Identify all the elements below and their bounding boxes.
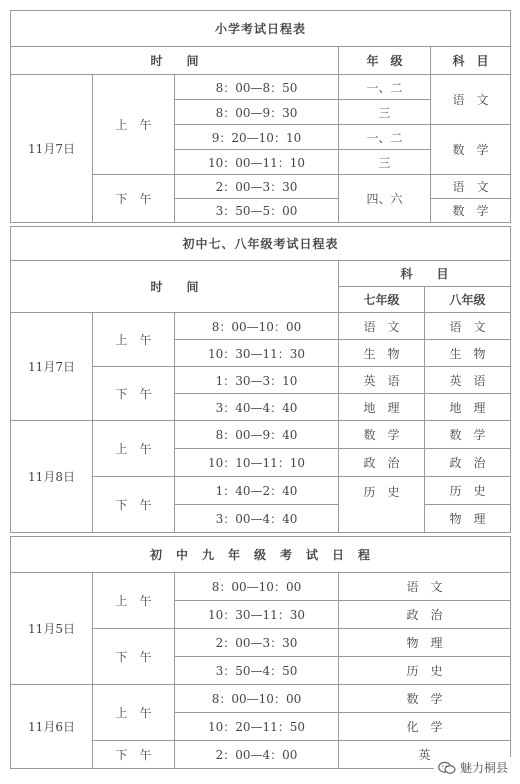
period-pm: 下 午	[93, 477, 175, 533]
watermark-text: 魅力桐县	[459, 761, 508, 775]
subject-cell: 数 学	[339, 685, 511, 713]
grade8-subject: 历 史	[425, 477, 511, 505]
grade8-subject: 地 理	[425, 394, 511, 421]
subject-cell: 数 学	[431, 199, 511, 223]
time-cell: 2：00—4：00	[175, 741, 339, 769]
subject-cell: 语 文	[431, 75, 511, 125]
subject-cell: 物 理	[339, 629, 511, 657]
grade8-subject: 英 语	[425, 367, 511, 394]
grade7-subject: 历 史	[339, 477, 425, 533]
time-cell: 3：40—4：40	[175, 394, 339, 421]
period-pm: 下 午	[93, 629, 175, 685]
date-cell: 11月8日	[11, 421, 93, 533]
middle9-title: 初 中 九 年 级 考 试 日 程	[11, 537, 511, 573]
period-am: 上 午	[93, 421, 175, 477]
header-grade7: 七年级	[339, 287, 425, 313]
time-cell: 8：00—9：30	[175, 100, 339, 125]
period-am: 上 午	[93, 685, 175, 741]
primary-title: 小学考试日程表	[11, 11, 511, 47]
time-cell: 10：30—11：30	[175, 601, 339, 629]
time-cell: 8：00—10：00	[175, 573, 339, 601]
grade-cell: 一、二	[339, 75, 431, 100]
date-cell: 11月6日	[11, 685, 93, 769]
time-cell: 8：00—10：00	[175, 685, 339, 713]
period-pm: 下 午	[93, 367, 175, 421]
time-cell: 2：00—3：30	[175, 175, 339, 199]
time-cell: 9：20—10：10	[175, 125, 339, 150]
grade8-subject: 生 物	[425, 340, 511, 367]
period-am: 上 午	[93, 313, 175, 367]
time-cell: 10：20—11：50	[175, 713, 339, 741]
wechat-icon	[438, 761, 456, 775]
primary-schedule-table	[10, 10, 511, 223]
grade7-subject: 政 治	[339, 449, 425, 477]
grade8-subject: 语 文	[425, 313, 511, 340]
period-pm: 下 午	[93, 175, 175, 223]
grade7-subject: 数 学	[339, 421, 425, 449]
time-cell: 1：30—3：10	[175, 367, 339, 394]
grade8-subject: 政 治	[425, 449, 511, 477]
header-grade8: 八年级	[425, 287, 511, 313]
grade-cell: 三	[339, 150, 431, 175]
time-cell: 8：00—8：50	[175, 75, 339, 100]
grade7-subject: 语 文	[339, 313, 425, 340]
grade8-subject: 数 学	[425, 421, 511, 449]
middle78-schedule-table	[10, 226, 511, 533]
time-cell: 10：10—11：10	[175, 449, 339, 477]
time-cell: 10：00—11：10	[175, 150, 339, 175]
time-cell: 8：00—9：40	[175, 421, 339, 449]
time-cell: 1：40—2：40	[175, 477, 339, 505]
subject-cell: 化 学	[339, 713, 511, 741]
time-cell: 8：00—10：00	[175, 313, 339, 340]
middle9-schedule-table	[10, 536, 511, 769]
subject-cell: 数 学	[431, 125, 511, 175]
subject-cell: 政 治	[339, 601, 511, 629]
header-time: 时 间	[11, 47, 339, 75]
grade-cell: 一、二	[339, 125, 431, 150]
header-subject: 科 目	[339, 261, 511, 287]
header-grade: 年 级	[339, 47, 431, 75]
wechat-watermark	[434, 757, 512, 778]
grade7-subject: 地 理	[339, 394, 425, 421]
time-cell: 3：50—5：00	[175, 199, 339, 223]
grade7-subject: 生 物	[339, 340, 425, 367]
date-cell: 11月7日	[11, 75, 93, 223]
subject-cell: 语 文	[339, 573, 511, 601]
subject-cell: 英	[339, 741, 511, 769]
grade-cell: 三	[339, 100, 431, 125]
time-cell: 10：30—11：30	[175, 340, 339, 367]
time-cell: 2：00—3：30	[175, 629, 339, 657]
date-cell: 11月7日	[11, 313, 93, 421]
middle78-title: 初中七、八年级考试日程表	[11, 227, 511, 261]
grade8-subject: 物 理	[425, 505, 511, 533]
time-cell: 3：50—4：50	[175, 657, 339, 685]
header-subject: 科 目	[431, 47, 511, 75]
subject-cell: 语 文	[431, 175, 511, 199]
date-cell: 11月5日	[11, 573, 93, 685]
header-time: 时 间	[11, 261, 339, 313]
subject-cell: 历 史	[339, 657, 511, 685]
grade-cell: 四、六	[339, 175, 431, 223]
time-cell: 3：00—4：40	[175, 505, 339, 533]
grade7-subject: 英 语	[339, 367, 425, 394]
period-am: 上 午	[93, 75, 175, 175]
period-pm: 下 午	[93, 741, 175, 769]
period-am: 上 午	[93, 573, 175, 629]
